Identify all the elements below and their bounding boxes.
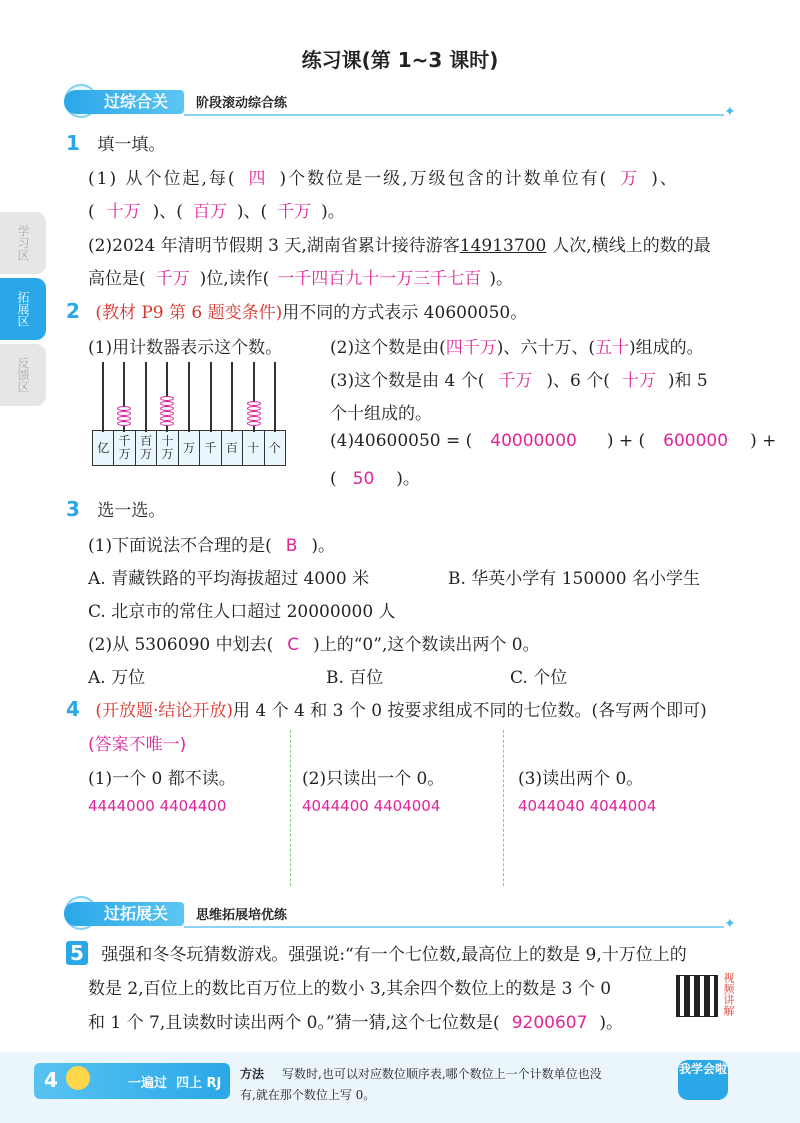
question-number: 1 (66, 131, 80, 155)
divider (184, 926, 724, 928)
q1-line1: (1) 从个位起,每( 四 )个数位是一级,万级包含的计数单位有( 万 )、 (88, 169, 679, 189)
answer: 十万 (621, 371, 656, 391)
q2-sub3: (3)这个数是由 4 个( 千万 )、6 个( 十万 )和 5 (330, 371, 708, 391)
answer: 十万 (106, 202, 141, 222)
abacus-place-label: 十 (243, 431, 264, 465)
logo-badge: 我学会啦 (678, 1060, 728, 1100)
abacus-bead (117, 406, 131, 411)
question-1-title (66, 130, 165, 155)
side-tab-extend[interactable]: 拓展区 (0, 278, 46, 340)
q3-sub1: (1)下面说法不合理的是( B )。 (88, 536, 336, 556)
abacus-place-label: 千 万 (114, 431, 135, 465)
answer: 千万 (155, 269, 190, 289)
abacus-rod (102, 362, 104, 432)
q4-case1-answer: 4444000 4404400 (88, 797, 227, 815)
answer: B (285, 536, 298, 556)
divider (184, 114, 724, 116)
question-5-line3: 和 1 个 7,且读数时读出两个 0。”猜一猜,这个七位数是( 9200607 )。 (88, 1013, 624, 1033)
question-2-title (66, 298, 527, 323)
q4-case3: (3)读出两个 0。 (518, 769, 644, 789)
answer: 万 (620, 169, 640, 189)
abacus-place-label: 亿 (93, 431, 114, 465)
answer: C (287, 635, 300, 655)
section-subtitle: 阶段滚动综合练 (196, 96, 288, 111)
abacus-bead (117, 411, 131, 416)
abacus-place-label: 百 万 (136, 431, 157, 465)
abacus-place-label: 百 (222, 431, 243, 465)
section-subtitle: 思维拓展培优练 (196, 908, 288, 923)
answer: 50 (352, 469, 375, 489)
abacus-bead (247, 401, 261, 406)
video-label[interactable]: 视频讲解 (722, 972, 735, 1016)
section-badge: 过综合关 (64, 90, 184, 114)
answer: 千万 (498, 371, 533, 391)
question-tag: (教材 P9 第 6 题变条件) (95, 303, 283, 323)
q2-sub1: (1)用计数器表示这个数。 (88, 338, 283, 358)
answer: 一千四百九十一万三千七百 (277, 269, 482, 289)
q2-sub2: (2)这个数是由(四千万)、六十万、(五十)组成的。 (330, 338, 704, 358)
answer: 40000000 (490, 431, 577, 451)
question-5-line1: 5 强强和冬冬玩猜数游戏。强强说:“有一个七位数,最高位上的数是 9,十万位上的 (66, 940, 687, 965)
q3-sub2-option-a: A. 万位 (88, 668, 146, 688)
q4-case2: (2)只读出一个 0。 (302, 769, 445, 789)
question-number: 5 (66, 941, 88, 965)
q3-option-a: A. 青藏铁路的平均海拔超过 4000 米 (88, 569, 370, 589)
method-label: 方法 (240, 1067, 265, 1081)
q4-case3-answer: 4044040 4044004 (518, 797, 657, 815)
page-title: 练习课(第 1~3 课时) (301, 48, 499, 72)
page-number: 4 (44, 1068, 58, 1092)
side-tabs (0, 212, 46, 408)
method-text-line1: 写数时,也可以对应数位顺序表,哪个数位上一个计数单位也没 (282, 1067, 602, 1081)
grade-label: 四上 RJ (176, 1076, 222, 1091)
side-tab-feedback[interactable]: 反馈区 (0, 344, 46, 406)
q2-sub3-cont: 个十组成的。 (330, 404, 432, 424)
section-badge: 过拓展关 (64, 902, 184, 926)
question-4-title (66, 696, 707, 721)
q4-case1: (1)一个 0 都不读。 (88, 769, 236, 789)
q3-sub2-option-c: C. 个位 (510, 668, 568, 688)
counter-abacus (92, 362, 288, 468)
question-number: 3 (66, 497, 80, 521)
question-number: 2 (66, 299, 80, 323)
q3-option-c: C. 北京市的常住人口超过 20000000 人 (88, 602, 396, 622)
question-text: 填一填。 (97, 135, 166, 155)
q2-sub4: (4)40600050 = ( 40000000 ) + ( 600000 ) + (330, 431, 777, 451)
abacus-rod (274, 362, 276, 432)
column-divider (503, 730, 504, 886)
answer: 9200607 (511, 1013, 588, 1033)
abacus-bead (160, 401, 174, 406)
abacus-rod (188, 362, 190, 432)
side-tab-study[interactable]: 学习区 (0, 212, 46, 274)
question-tag: (开放题·结论开放) (95, 701, 233, 721)
abacus-bead (247, 406, 261, 411)
q4-case2-answer: 4044400 4404004 (302, 797, 441, 815)
abacus-bead (160, 411, 174, 416)
q1-line4: 高位是( 千万 )位,读作( 一千四百九十一万三千七百 )。 (88, 269, 513, 289)
abacus-rod (210, 362, 212, 432)
abacus-bead (160, 421, 174, 426)
question-text: 选一选。 (97, 501, 166, 521)
abacus-bead (160, 416, 174, 421)
q3-option-b: B. 华英小学有 150000 名小学生 (448, 569, 701, 589)
abacus-bead (160, 406, 174, 411)
abacus-rod (231, 362, 233, 432)
q1-line3: (2)2024 年清明节假期 3 天,湖南省累计接待游客14913700 人次,横线上的数的最 (88, 236, 711, 256)
answer: 四千万 (445, 338, 497, 358)
qr-code-icon[interactable] (676, 975, 718, 1017)
question-number: 4 (66, 697, 80, 721)
star-icon: ✦ (724, 104, 736, 120)
abacus-place-labels (92, 430, 286, 466)
abacus-place-label: 万 (179, 431, 200, 465)
abacus-rod (145, 362, 147, 432)
star-icon: ✦ (724, 916, 736, 932)
question-5-line2: 数是 2,百位上的数比百万位上的数小 3,其余四个数位上的数是 3 个 0 (88, 979, 612, 999)
question-text: 用不同的方式表示 40600050。 (282, 303, 528, 323)
series-name: 一遍过 (128, 1076, 168, 1091)
answer: 600000 (663, 431, 729, 451)
answer-note: (答案不唯一) (88, 735, 187, 755)
answer: 千万 (277, 202, 312, 222)
column-divider (290, 730, 291, 886)
abacus-bead (247, 416, 261, 421)
section-header-1 (64, 90, 740, 120)
q1-line2: ( 十万 )、( 百万 )、( 千万 )。 (88, 202, 345, 222)
answer: 百万 (192, 202, 227, 222)
abacus-bead (247, 411, 261, 416)
abacus-bead (160, 396, 174, 401)
question-text: 用 4 个 4 和 3 个 0 按要求组成不同的七位数。(各写两个即可) (233, 701, 707, 721)
q2-sub4-cont: ( 50 )。 (330, 469, 420, 489)
answer: 四 (248, 169, 268, 189)
question-3-title (66, 496, 165, 521)
q3-sub2: (2)从 5306090 中划去( C )上的“0”,这个数读出两个 0。 (88, 635, 540, 655)
abacus-bead (117, 416, 131, 421)
abacus-place-label: 十 万 (157, 431, 178, 465)
section-header-2 (64, 902, 740, 932)
abacus-bead (247, 421, 261, 426)
underlined-number: 14913700 (459, 236, 547, 256)
abacus-bead (117, 421, 131, 426)
method-text-line2: 有,就在那个数位上写 0。 (240, 1088, 376, 1102)
abacus-place-label: 个 (268, 440, 281, 455)
abacus-place-label: 千 (200, 431, 221, 465)
mascot-icon (66, 1066, 90, 1090)
answer: 五十 (594, 338, 629, 358)
q3-sub2-option-b: B. 百位 (326, 668, 384, 688)
